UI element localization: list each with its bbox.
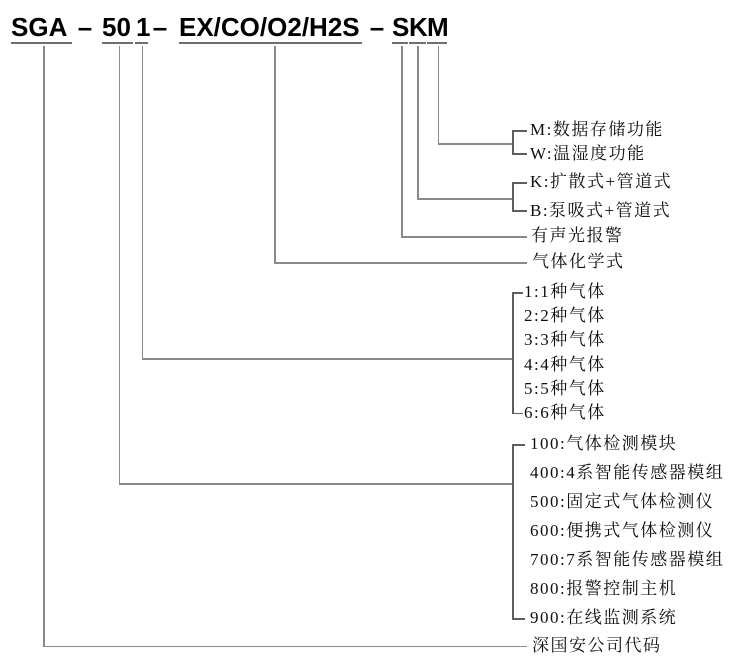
model-part-gas-formula: EX/CO/O2/H2S (179, 12, 360, 42)
legend-series-700: 700:7系智能传感器模组 (530, 550, 725, 569)
segment-underline-1 (135, 42, 148, 44)
connector-sga-horizontal (43, 646, 527, 648)
segment-underline-sga (11, 42, 72, 44)
connector-function-horizontal (438, 143, 513, 145)
legend-gascount-2: 2:2种气体 (524, 306, 606, 325)
model-separator-dash: – (152, 12, 168, 42)
legend-function-m: M:数据存储功能 (530, 120, 664, 139)
bracket-sampling-tick-top (512, 182, 527, 184)
bracket-gascount-tick-bottom (512, 413, 523, 415)
legend-series-800: 800:报警控制主机 (530, 579, 678, 598)
connector-sampling-vertical (417, 46, 419, 198)
model-separator-dash: – (77, 12, 93, 42)
bracket-gascount-tick-top (512, 292, 523, 294)
legend-series-100: 100:气体检测模块 (530, 434, 678, 453)
segment-underline-m (427, 42, 447, 44)
segment-underline-50 (102, 42, 133, 44)
model-part-gas-count: 1 (136, 12, 151, 42)
legend-series-900: 900:在线监测系统 (530, 608, 678, 627)
legend-company-code: 深国安公司代码 (532, 636, 662, 655)
connector-gasformula-horizontal (274, 262, 527, 264)
legend-gascount-5: 5:5种气体 (524, 379, 606, 398)
bracket-series-vertical (512, 444, 514, 620)
legend-gascount-6: 6:6种气体 (524, 403, 606, 422)
bracket-function-tick-top (512, 130, 527, 132)
connector-gascount-horizontal (142, 358, 513, 360)
bracket-sampling-vertical (512, 182, 514, 212)
segment-underline-s (392, 42, 408, 44)
model-part-series: 50 (102, 12, 131, 42)
model-separator-dash: – (369, 12, 385, 42)
legend-sampling-b: B:泵吸式+管道式 (530, 201, 672, 220)
model-part-company-code: SGA (11, 12, 68, 42)
legend-gascount-4: 4:4种气体 (524, 355, 606, 374)
legend-alarm: 有声光报警 (531, 226, 624, 245)
connector-sga-vertical (43, 46, 45, 647)
legend-gascount-3: 3:3种气体 (524, 330, 606, 349)
connector-function-vertical (438, 46, 440, 143)
bracket-function-tick-bottom (512, 153, 527, 155)
connector-series-horizontal (119, 483, 513, 485)
model-part-alarm: S (392, 12, 410, 42)
bracket-gascount-vertical (512, 292, 514, 414)
model-part-sampling: K (409, 12, 428, 42)
connector-series-vertical (119, 46, 121, 483)
segment-underline-k (409, 42, 426, 44)
connector-alarm-vertical (401, 46, 403, 236)
legend-gas-formula: 气体化学式 (532, 252, 625, 271)
connector-gasformula-vertical (274, 46, 276, 262)
segment-underline-gas (179, 42, 362, 44)
legend-series-400: 400:4系智能传感器模组 (530, 463, 725, 482)
bracket-sampling-tick-bottom (512, 210, 527, 212)
bracket-series-tick-bottom (512, 618, 525, 620)
legend-function-w: W:温湿度功能 (530, 144, 646, 163)
bracket-function-vertical (512, 130, 514, 155)
legend-gascount-1: 1:1种气体 (524, 282, 606, 301)
legend-sampling-k: K:扩散式+管道式 (530, 172, 673, 191)
connector-sampling-horizontal (417, 198, 513, 200)
bracket-series-tick-top (512, 444, 525, 446)
connector-gascount-vertical (142, 46, 144, 358)
model-part-function: M (427, 12, 449, 42)
legend-series-600: 600:便携式气体检测仪 (530, 521, 715, 540)
legend-series-500: 500:固定式气体检测仪 (530, 492, 715, 511)
connector-alarm-horizontal (401, 236, 527, 238)
